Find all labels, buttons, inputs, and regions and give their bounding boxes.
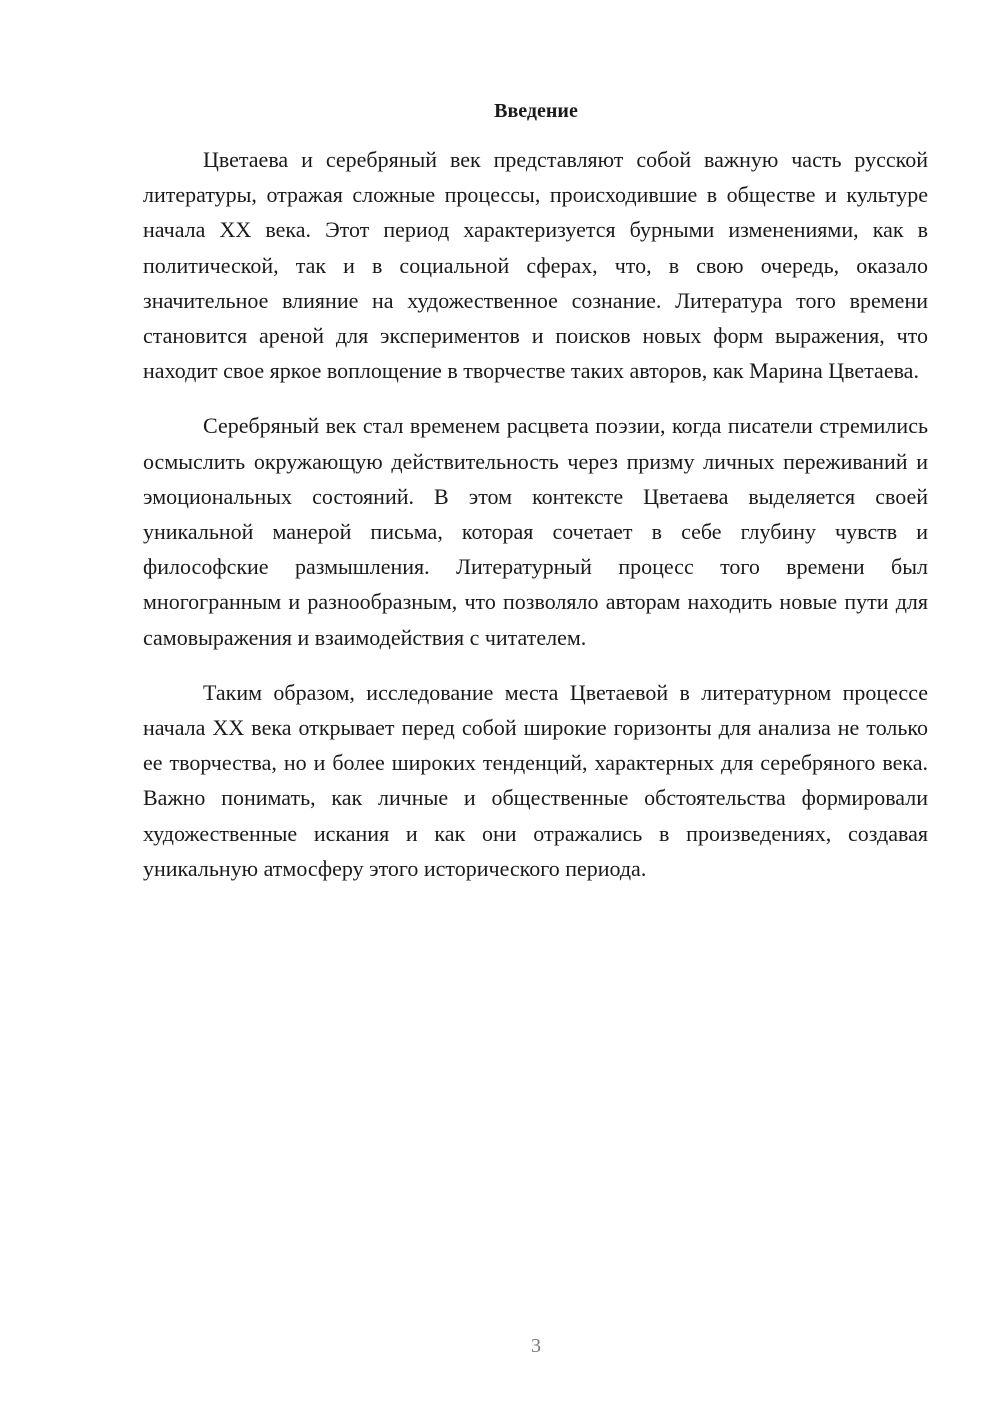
document-body: [143, 142, 928, 906]
section-title: Введение: [494, 100, 578, 122]
page-number: 3: [531, 1335, 541, 1357]
paragraph-1: Цветаева и серебряный век представляют собой важную часть русской литературы, отражая сложные процессы, происходившие в обществе и культуре начала XX века. Этот период характеризуется бурными изменениями, как в политической, так и в социальной сферах, что, в свою очередь, оказало значительное влияние на художественное сознание. Литература того времени становится ареной для экспериментов и поисков новых форм выражения, что находит свое яркое воплощение в творчестве таких авторов, как Марина Цветаева.: [143, 147, 928, 384]
paragraph-3: Таким образом, исследование места Цветаевой в литературном процессе начала XX века открывает перед собой широкие горизонты для анализа не только ее творчества, но и более широких тенденций, характерных для серебряного века. Важно понимать, как личные и общественные обстоятельства формировали художественные искания и как они отражались в произведениях, создавая уникальную атмосферу этого исторического периода.: [143, 679, 928, 881]
paragraph-2: Серебряный век стал временем расцвета поэзии, когда писатели стремились осмыслить окружающую действительность через призму личных переживаний и эмоциональных состояний. В этом контексте Цветаева выделяется своей уникальной манерой письма, которая сочетает в себе глубину чувств и философские размышления. Литературный процесс того времени был многогранным и разнообразным, что позволяло авторам находить новые пути для самовыражения и взаимодействия с читателем.: [143, 413, 928, 650]
